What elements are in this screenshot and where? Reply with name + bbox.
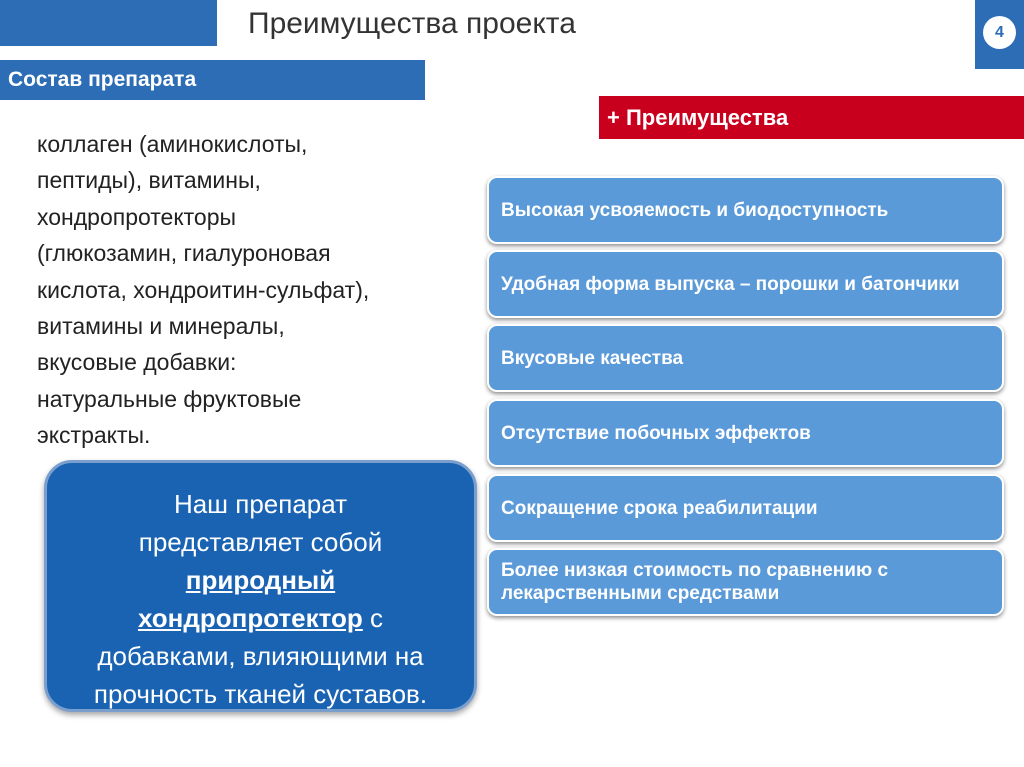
benefit-item: Сокращение срока реабилитации xyxy=(487,474,1004,542)
composition-line: кислота, хондроитин-сульфат), xyxy=(37,276,370,303)
callout-emphasis: хондропротектор xyxy=(137,603,363,633)
composition-line: коллаген (аминокислоты, xyxy=(37,131,308,157)
benefit-item: Удобная форма выпуска – порошки и батончики xyxy=(487,250,1004,318)
benefit-item: Более низкая стоимость по сравнению с лекарственными средствами xyxy=(487,548,1004,616)
callout-text: с xyxy=(362,603,384,633)
benefit-item: Высокая усвояемость и биодоступность xyxy=(487,176,1004,244)
composition-line: натуральные фруктовые xyxy=(37,385,302,412)
composition-line: (глюкозамин, гиалуроновая xyxy=(37,240,331,267)
callout-emphasis: природный xyxy=(185,565,336,595)
callout-text: представляет собой xyxy=(138,527,383,557)
page-number-tab xyxy=(975,0,1024,69)
composition-line: хондропротекторы xyxy=(37,203,237,230)
callout-text: прочность тканей суставов. xyxy=(93,679,428,709)
composition-line: вкусовые добавки: xyxy=(37,349,237,376)
callout-text: добавками, влияющими на xyxy=(97,641,424,671)
page-number: 4 xyxy=(983,16,1016,49)
composition-line: пептиды), витамины, xyxy=(37,167,261,194)
benefit-item: Отсутствие побочных эффектов xyxy=(487,399,1004,467)
composition-header: Состав препарата xyxy=(0,60,425,100)
composition-line: экстракты. xyxy=(37,422,151,449)
benefits-header: + Преимущества xyxy=(599,96,1024,139)
composition-text xyxy=(37,126,477,454)
benefit-item: Вкусовые качества xyxy=(487,324,1004,392)
slide-title: Преимущества проекта xyxy=(248,7,576,40)
top-accent-bar xyxy=(0,0,217,46)
callout-text: Наш препарат xyxy=(173,489,348,519)
product-callout xyxy=(44,460,477,712)
composition-line: витамины и минералы, xyxy=(37,313,285,340)
